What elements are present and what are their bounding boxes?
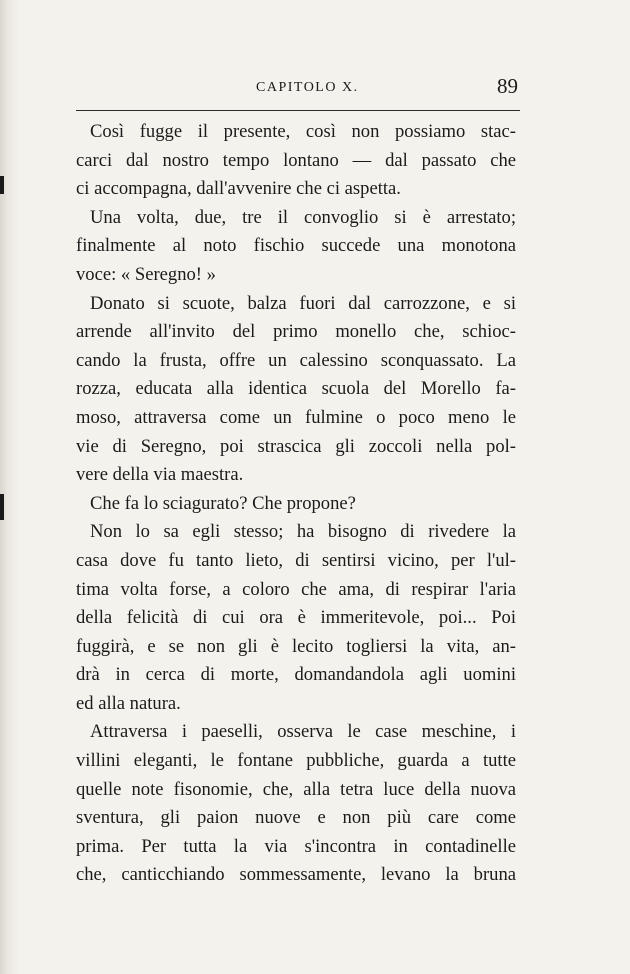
chapter-heading: CAPITOLO X. <box>256 80 359 95</box>
text-line: vie di Seregno, poi strascica gli zoccoli nella pol- <box>76 435 516 457</box>
text-line: quelle note fisonomie, che, alla tetra luce della nuova <box>76 778 516 800</box>
text-line: Non lo sa egli stesso; ha bisogno di rivedere la <box>90 521 516 543</box>
text-line: Una volta, due, tre il convoglio si è arrestato; <box>90 206 516 228</box>
text-line: ed alla natura. <box>76 692 181 714</box>
text-line: casa dove fu tanto lieto, di sentirsi vicino, per l'ul- <box>76 549 516 571</box>
text-line: Attraversa i paeselli, osserva le case meschine, i <box>90 721 516 743</box>
text-line: Così fugge il presente, così non possiamo stac- <box>90 121 516 142</box>
text-line: che, canticchiando sommessamente, levano la bruna <box>76 864 516 886</box>
text-line: arrende all'invito del primo monello che, schioc- <box>76 321 516 343</box>
text-line: finalmente al noto fischio succede una monotona <box>76 235 516 257</box>
page-number: 89 <box>497 74 518 98</box>
text-line: prima. Per tutta la via s'incontra in contadinelle <box>76 835 516 857</box>
text-line: moso, attraversa come un fulmine o poco meno le <box>76 406 516 428</box>
text-line: fuggirà, e se non gli è lecito togliersi la vita, an- <box>76 635 516 657</box>
text-line: tima volta forse, a coloro che ama, di respirar l'aria <box>76 578 516 600</box>
left-margin-mark <box>0 176 4 194</box>
text-line: Che fa lo sciagurato? Che propone? <box>90 492 356 514</box>
text-line: cando la frusta, offre un calessino sconquassato. La <box>76 349 516 371</box>
text-line: rozza, educata alla identica scuola del Morello fa- <box>76 378 516 400</box>
text-line: Donato si scuote, balza fuori dal carrozzone, e si <box>90 292 516 314</box>
text-line: voce: « Seregno! » <box>76 263 216 285</box>
text-line: sventura, gli paion nuove e non più care come <box>76 807 516 829</box>
text-line: ci accompagna, dall'avvenire che ci aspetta. <box>76 178 401 200</box>
text-line: della felicità di cui ora è immeritevole, poi... Poi <box>76 607 516 629</box>
running-head <box>76 74 520 102</box>
text-line: carci dal nostro tempo lontano — dal passato che <box>76 149 516 171</box>
body-text <box>76 118 516 890</box>
left-margin-mark <box>0 494 4 520</box>
text-line: villini eleganti, le fontane pubbliche, guarda a tutte <box>76 750 516 772</box>
header-rule <box>76 110 520 111</box>
text-line: vere della via maestra. <box>76 464 244 486</box>
text-line: drà in cerca di morte, domandandola agli uomini <box>76 664 516 686</box>
